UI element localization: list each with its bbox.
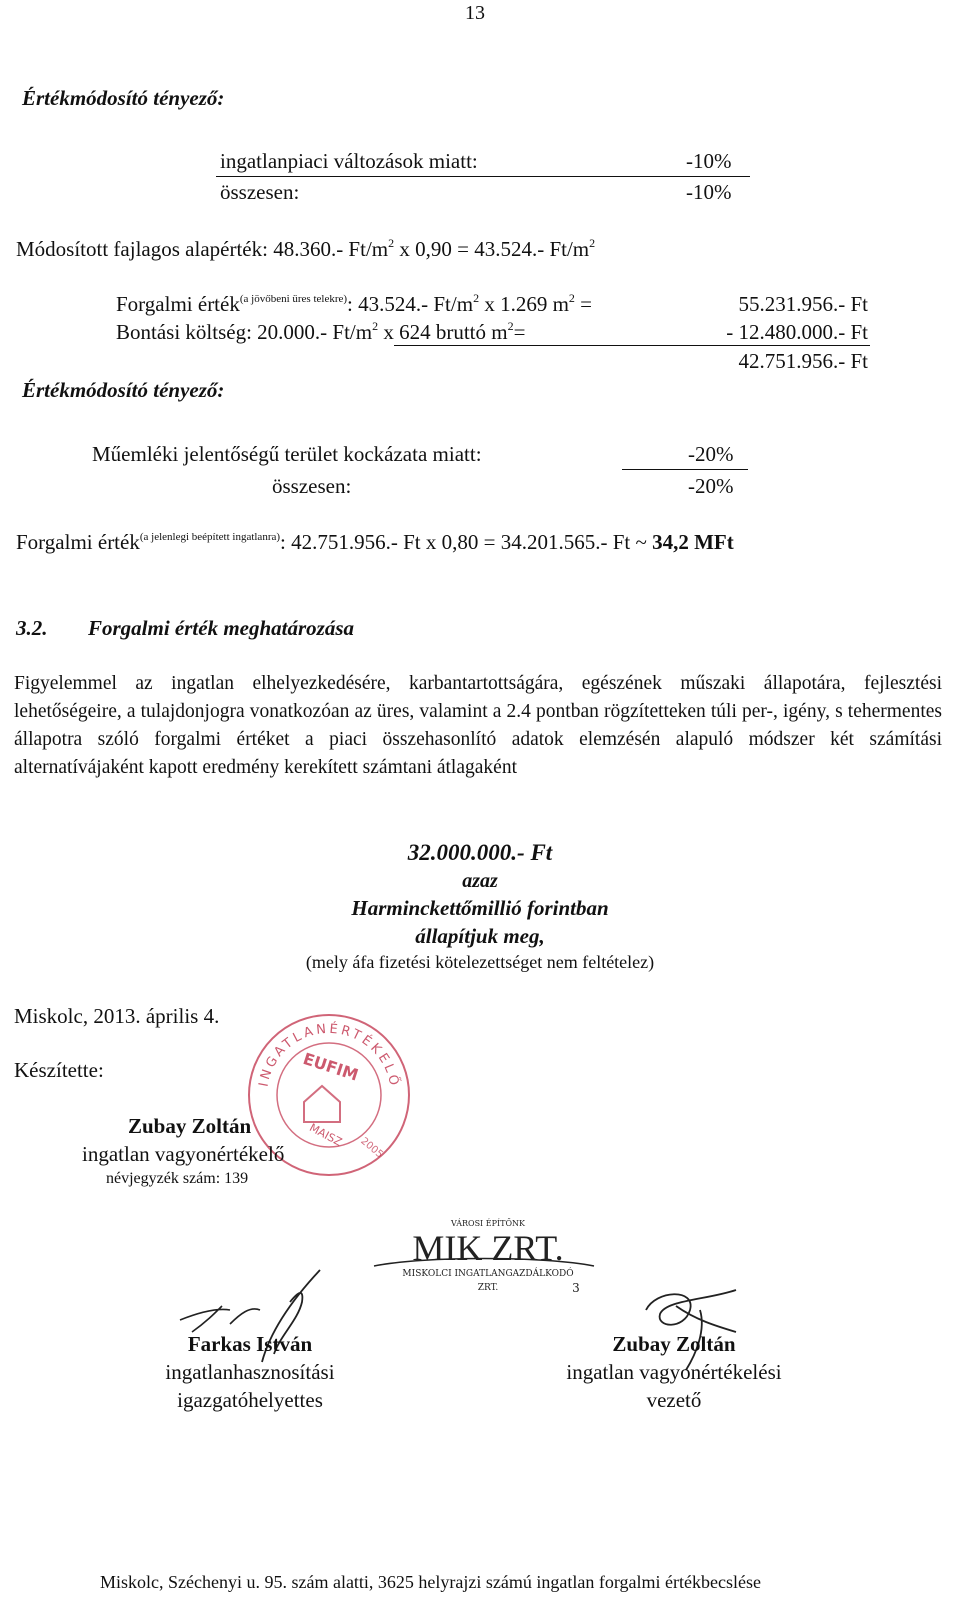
signatory-2-role2: vezető [646,1388,702,1412]
company-stamp-name: MIK ZRT. [412,1228,564,1268]
company-stamp [364,1216,604,1316]
row2-divider [622,469,748,470]
final-amount: 32.000.000.- Ft [407,840,553,865]
row2-total-value: -20% [688,474,734,498]
stamp-year: 2005 [358,1135,385,1161]
stamp-center: EUFIM [300,1048,361,1085]
place-date: Miskolc, 2013. április 4. [14,1004,220,1028]
market-value-empty-plot: Forgalmi érték$^{(a jövőbeni üres telekre)}$: 43.524.- $Ft/m^2$ x 1.269 $m^2$ = [116,291,592,316]
subtotal: 42.751.956.- Ft [738,349,868,373]
svg-text:INGATLANÉRTÉKELŐ [257,1021,403,1090]
amount-in-words: Harminckettőmillió forintban [351,896,609,920]
row-market-change-value: -10% [686,149,732,173]
page-number: 13 [465,2,485,24]
amount-azaz: azaz [462,870,498,892]
company-stamp-sub: MISKOLCI INGATLANGAZDÁLKODÓ [402,1269,574,1279]
author-role: ingatlan vagyonértékelő [82,1142,285,1166]
company-stamp-zrt: ZRT. [477,1283,499,1293]
signatory-2-name: Zubay Zoltán [612,1332,736,1356]
valuation-paragraph: Figyelemmel az ingatlan elhelyezkedésére, karbantartottságára, egészének műszaki állapotára, fejlesztési lehetőségeire, a tulajdonjogra vonatkozóan az üres, valamint a 2.4 pontban rögzítetteken túli per-, igény, s tehermentes állapotra szóló forgalmi értéket a piaci összehasonlító adatok elemzésén alapuló módszer két számítási alternatívájaként kapott eredmény kerekített számtani átlagaként [14,673,942,778]
row-monument-risk-label: Műemléki jelentőségű terület kockázata miatt: [92,442,482,466]
modified-base-value: Módosított fajlagos alapérték: 48.360.- $Ft/m^2$ x 0,90 = 43.524.- $Ft/m^2$ [16,236,596,261]
row-divider [216,176,750,177]
company-stamp-num: 3 [572,1281,580,1295]
row-total-value: -10% [686,180,732,204]
company-stamp-top: VÁROSI ÉPÍTŐNK [450,1219,526,1228]
author-name: Zubay Zoltán [128,1114,252,1138]
section2-heading: Értékmódosító tényező: [22,378,225,402]
demolition-cost-result: - 12.480.000.- Ft [726,320,868,344]
market-value-current: Forgalmi érték$^{(a jelenlegi beépített ingatlanra)}$: 42.751.956.- Ft x 0,80 = 34.201.565.- Ft ~ 34,2 MFt [16,530,734,554]
row-market-change-label: ingatlanpiaci változások miatt: [220,149,478,173]
author-registry: névjegyzék szám: 139 [106,1170,249,1187]
prepared-by: Készítette: [14,1058,104,1082]
establish-text: állapítjuk meg, [415,924,545,948]
section1-heading: Értékmódosító tényező: [22,86,225,110]
demolition-underline [394,345,870,346]
stamp-ring-text: INGATLANÉRTÉKELŐ [256,1021,402,1090]
row-total-label: összesen: [220,180,300,204]
signatory-1-role2: igazgatóhelyettes [177,1388,323,1412]
signatory-1-name: Farkas István [187,1332,313,1356]
signatory-1-role1: ingatlanhasznosítási [165,1360,335,1384]
stamp-sub: MAISZ [307,1121,345,1149]
market-value-empty-plot-result: 55.231.956.- Ft [738,292,868,316]
row-monument-risk-value: -20% [688,442,734,466]
section-title: Forgalmi érték meghatározása [88,616,355,640]
vat-note: (mely áfa fizetési kötelezettséget nem feltételez) [305,952,655,972]
demolition-cost: Bontási költség: 20.000.- $Ft/m^2$ x 624 bruttó $m^2=$ [116,319,526,344]
page-footer: Miskolc, Széchenyi u. 95. szám alatti, 3625 helyrajzi számú ingatlan forgalmi értékbecslése [100,1572,761,1592]
row2-total-label: összesen: [272,474,352,498]
signatory-2-role1: ingatlan vagyonértékelési [566,1360,782,1384]
section-number: 3.2. [16,616,48,640]
